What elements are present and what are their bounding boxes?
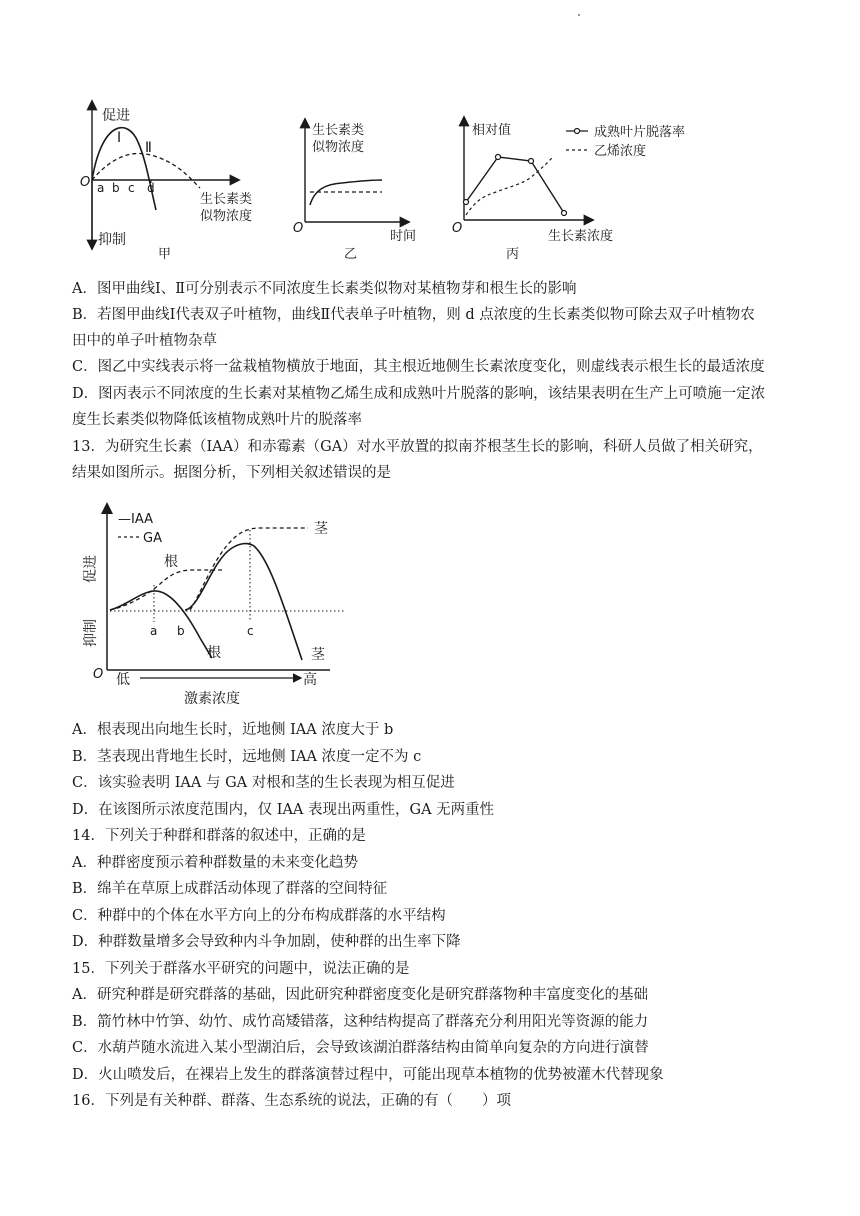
jia-caption: 甲 — [158, 247, 172, 262]
q13-option-d: D．在该图所示浓度范围内，仅 IAA 表现出两重性，GA 无两重性 — [72, 802, 495, 818]
label-jing-bottom: 茎 — [311, 647, 325, 663]
q14-option-b: B．绵羊在草原上成群活动体现了群落的空间特征 — [72, 881, 388, 897]
q12-option-a: A．图甲曲线Ⅰ、Ⅱ可分别表示不同浓度生长素类似物对某植物芽和根生长的影响 — [72, 281, 577, 297]
legend-iaa: —IAA — [118, 512, 153, 527]
bing-legend-2: 乙烯浓度 — [594, 144, 647, 159]
origin-label: O — [93, 667, 104, 682]
q15-option-c: C．水葫芦随水流进入某小型湖泊后，会导致该湖泊群落结构由简单向复杂的方向进行演替 — [72, 1040, 649, 1056]
tick-c: c — [247, 624, 254, 638]
x-high-label: 高 — [303, 672, 317, 688]
jia-curve1-label: Ⅰ — [117, 130, 122, 146]
figure-jia-yi-bing — [0, 0, 860, 275]
ga-root-curve — [110, 570, 222, 610]
figure-iaa-ga — [0, 490, 860, 715]
q15-option-b: B．箭竹林中竹笋、幼竹、成竹高矮错落，这种结构提高了群落充分利用阳光等资源的能力 — [72, 1014, 649, 1030]
bing-caption: 丙 — [506, 247, 520, 262]
q12-option-b-line2: 田中的单子叶植物杂草 — [72, 333, 217, 349]
q14-stem: 14．下列关于种群和群落的叙述中，正确的是 — [72, 828, 366, 844]
label-jing-top: 茎 — [314, 521, 328, 537]
jia-xlabel-2: 似物浓度 — [200, 209, 253, 224]
q12-option-d-line2: 度生长素类似物降低该植物成熟叶片的脱落率 — [72, 412, 362, 428]
ga-stem-curve — [190, 528, 308, 610]
bing-leaf-drop-line — [466, 157, 564, 213]
jia-tick-c: c — [128, 181, 135, 195]
q14-option-a: A．种群密度预示着种群数量的未来变化趋势 — [72, 855, 358, 871]
q14-option-d: D．种群数量增多会导致种内斗争加剧，使种群的出生率下降 — [72, 934, 461, 950]
label-gen-bottom: 根 — [207, 645, 221, 661]
jia-xlabel-1: 生长素类 — [200, 192, 253, 207]
q13-option-c: C．该实验表明 IAA 与 GA 对根和茎的生长表现为相互促进 — [72, 775, 455, 791]
q15-option-a: A．研究种群是研究群落的基础，因此研究种群密度变化是研究群落物种丰富度变化的基础 — [72, 987, 648, 1003]
y-top-label: 促进 — [83, 555, 99, 583]
yi-caption: 乙 — [344, 247, 358, 262]
q15-option-d: D．火山喷发后，在裸岩上发生的群落演替过程中，可能出现草本植物的优势被灌木代替现象 — [72, 1067, 664, 1083]
legend-ga: GA — [143, 531, 162, 546]
jia-origin: O — [80, 175, 91, 190]
q12-option-c: C．图乙中实线表示将一盆栽植物横放于地面，其主根近地侧生长素浓度变化，则虚线表示根生长的最适浓度 — [72, 359, 765, 375]
q13-stem-line2: 结果如图所示。据图分析，下列相关叙述错误的是 — [72, 465, 391, 481]
q16-stem: 16．下列是有关种群、群落、生态系统的说法，正确的有（ ）项 — [72, 1093, 511, 1109]
q14-option-c: C．种群中的个体在水平方向上的分布构成群落的水平结构 — [72, 908, 446, 924]
bing-legend-1: 成熟叶片脱落率 — [594, 125, 686, 140]
x-low-label: 低 — [116, 672, 130, 688]
yi-ylabel-1: 生长素类 — [312, 123, 365, 138]
jia-tick-b: b — [112, 181, 120, 195]
bing-origin: O — [452, 221, 463, 236]
y-bottom-label: 抑制 — [83, 619, 99, 647]
jia-tick-a: a — [97, 181, 105, 195]
tick-b: b — [177, 624, 185, 638]
chart-jia — [80, 102, 252, 262]
label-gen-top: 根 — [164, 554, 178, 570]
q13-stem-line1: 13．为研究生长素（IAA）和赤霉素（GA）对水平放置的拟南芥根茎生长的影响，科研人员做了相关研究， — [72, 439, 763, 455]
x-axis-label: 激素浓度 — [184, 691, 240, 707]
chart-bing — [452, 118, 685, 262]
q13-option-b: B．茎表现出背地生长时，远地侧 IAA 浓度一定不为 c — [72, 749, 422, 765]
q12-option-b-line1: B．若图甲曲线Ⅰ代表双子叶植物，曲线Ⅱ代表单子叶植物，则 d 点浓度的生长素类似物可除去双子叶植物农 — [72, 307, 755, 323]
yi-xlabel: 时间 — [390, 229, 417, 244]
chart-yi — [293, 120, 416, 262]
q12-option-d-line1: D．图丙表示不同浓度的生长素对某植物乙烯生成和成熟叶片脱落的影响，该结果表明在生产上可喷施一定浓 — [72, 386, 766, 402]
bing-ethylene-line — [466, 158, 552, 215]
yi-origin: O — [293, 221, 304, 236]
jia-y-bottom: 抑制 — [98, 232, 126, 248]
jia-curve2-label: Ⅱ — [145, 140, 152, 156]
jia-tick-d: d — [147, 181, 155, 195]
bing-xlabel: 生长素浓度 — [548, 229, 614, 244]
bing-ylabel: 相对值 — [472, 123, 512, 138]
tick-a: a — [150, 624, 158, 638]
q13-option-a: A．根表现出向地生长时，近地侧 IAA 浓度大于 b — [72, 722, 394, 738]
q15-stem: 15．下列关于群落水平研究的问题中，说法正确的是 — [72, 961, 410, 977]
curve-II — [92, 153, 200, 188]
jia-y-top: 促进 — [102, 108, 130, 124]
yi-ylabel-2: 似物浓度 — [312, 140, 365, 155]
